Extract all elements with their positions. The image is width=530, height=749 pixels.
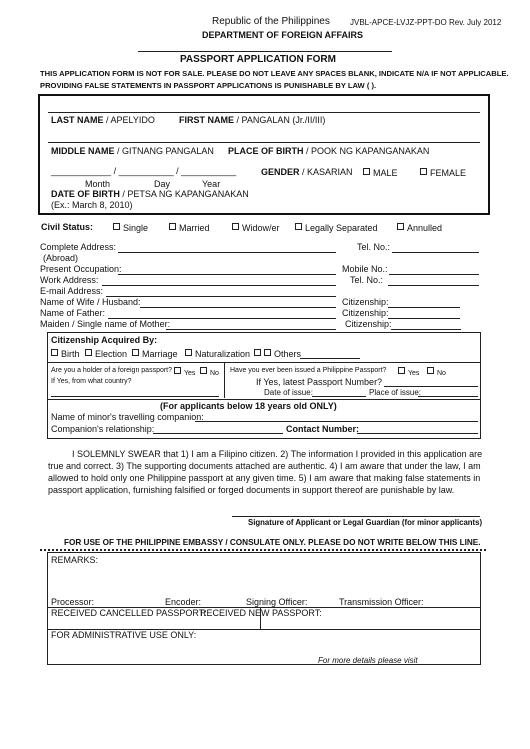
mobile-no-label: Mobile No.: xyxy=(342,264,388,274)
acquired-others[interactable]: Others xyxy=(254,349,301,359)
travelling-companion-label: Name of minor's travelling companion: xyxy=(51,412,204,422)
republic-heading: Republic of the Philippines xyxy=(212,16,330,27)
checkbox-icon xyxy=(85,349,92,356)
checkbox-icon xyxy=(169,223,176,230)
first-name-label: FIRST NAME / PANGALAN (Jr./II/III) xyxy=(179,115,326,125)
day-label: Day xyxy=(154,179,171,189)
occupation-input[interactable] xyxy=(118,274,336,275)
tel-no-input[interactable] xyxy=(392,252,479,253)
question-divider xyxy=(224,362,225,398)
oath-line-4: passport application, furnishing falsified or forged documents in support thereof are punishable by law. xyxy=(48,485,455,495)
received-cancelled-label: RECEIVED CANCELLED PASSPORT: xyxy=(51,608,206,618)
checkbox-icon xyxy=(185,349,192,356)
name-input-line[interactable] xyxy=(48,112,480,113)
date-of-issue-input[interactable] xyxy=(312,396,366,397)
checkbox-icon xyxy=(113,223,120,230)
relationship-input[interactable] xyxy=(153,433,283,434)
checkbox-icon xyxy=(398,367,405,374)
foreign-passport-yes[interactable]: Yes xyxy=(174,367,195,377)
checkbox-icon xyxy=(232,223,239,230)
checkbox-icon xyxy=(420,168,427,175)
work-address-input[interactable] xyxy=(102,285,336,286)
citizenship-2-label: Citizenship: xyxy=(342,308,389,318)
checkbox-icon xyxy=(363,168,370,175)
citizenship-1-label: Citizenship: xyxy=(342,297,389,307)
ph-passport-no[interactable]: No xyxy=(427,367,446,377)
acquired-election[interactable]: Election xyxy=(85,349,127,359)
citizenship-divider xyxy=(47,362,481,363)
date-of-issue-label: Date of issue: xyxy=(264,388,313,397)
form-code: JVBL-APCE-LVJZ-PPT-DO Rev. July 2012 xyxy=(350,18,502,27)
received-new-label: RECEIVED NEW PASSPORT: xyxy=(200,608,322,618)
minor-heading: (For applicants below 18 years old ONLY) xyxy=(160,401,337,411)
checkbox-icon xyxy=(254,349,261,356)
others-input[interactable] xyxy=(300,358,360,359)
date-of-birth-input[interactable]: ____________ / ___________ / ___________ xyxy=(51,166,237,176)
civil-status-label: Civil Status: xyxy=(41,222,94,232)
wife-husband-input[interactable] xyxy=(140,307,336,308)
tel-no-label: Tel. No.: xyxy=(357,242,391,252)
date-of-birth-label: DATE OF BIRTH / PETSA NG KAPANGANAKAN xyxy=(51,189,249,199)
signature-label: Signature of Applicant or Legal Guardian (for minor applicants) xyxy=(248,518,483,527)
ph-passport-question: Have you ever been issued a Philippine Passport? xyxy=(230,367,387,374)
checkbox-icon xyxy=(427,367,434,374)
checkbox-icon xyxy=(132,349,139,356)
signature-line[interactable] xyxy=(232,516,480,517)
acquired-naturalization[interactable]: Naturalization xyxy=(185,349,250,359)
remarks-label: REMARKS: xyxy=(51,555,99,565)
title-rule xyxy=(138,51,392,52)
notice-line-2: PROVIDING FALSE STATEMENTS IN PASSPORT APPLICATIONS IS PUNISHABLE BY LAW ( ). xyxy=(40,81,377,90)
checkbox-icon xyxy=(397,223,404,230)
citizenship-1-input[interactable] xyxy=(388,307,460,308)
checkbox-icon xyxy=(174,367,181,374)
checkbox-icon xyxy=(200,367,207,374)
oath-line-2: true and correct. 3) The supporting documents attached are authentic. 4) I am aware that under the law, I am xyxy=(48,461,481,471)
civil-status-separated[interactable]: Legally Separated xyxy=(295,223,378,233)
gender-female-checkbox[interactable]: FEMALE xyxy=(420,168,466,178)
abroad-label: (Abroad) xyxy=(43,253,79,263)
mother-label: Maiden / Single name of Mother: xyxy=(40,319,171,329)
middle-name-input-line[interactable] xyxy=(48,142,480,143)
foreign-passport-question: Are you a holder of a foreign passport? xyxy=(51,367,173,374)
citizenship-2-input[interactable] xyxy=(388,318,460,319)
department-heading: DEPARTMENT OF FOREIGN AFFAIRS xyxy=(202,30,363,40)
citizenship-acquired-label: Citizenship Acquired By: xyxy=(51,335,158,345)
work-address-label: Work Address: xyxy=(40,275,99,285)
father-label: Name of Father: xyxy=(40,308,106,318)
contact-number-label: Contact Number: xyxy=(286,424,360,434)
work-tel-input[interactable] xyxy=(388,285,479,286)
civil-status-married[interactable]: Married xyxy=(169,223,210,233)
latest-passport-label: If Yes, latest Passport Number? xyxy=(256,377,383,387)
gender-male-checkbox[interactable]: MALE xyxy=(363,168,398,178)
month-label: Month xyxy=(85,179,111,189)
gender-label: GENDER / KASARIAN xyxy=(261,167,353,177)
footer-note: For more details please visit xyxy=(318,656,418,665)
contact-number-input[interactable] xyxy=(357,433,478,434)
relationship-label: Companion's relationship: xyxy=(51,424,155,434)
place-of-issue-label: Place of issue: xyxy=(369,388,422,397)
cut-line xyxy=(40,549,486,551)
oath-line-3: allowed to hold only one Philippine passport at any given time. 5) I am aware that making false statements in xyxy=(48,473,481,483)
date-example: (Ex.: March 8, 2010) xyxy=(51,200,133,210)
foreign-passport-no[interactable]: No xyxy=(200,367,219,377)
civil-status-widow[interactable]: Widow/er xyxy=(232,223,280,233)
civil-status-single[interactable]: Single xyxy=(113,223,148,233)
work-tel-label: Tel. No.: xyxy=(350,275,384,285)
complete-address-input[interactable] xyxy=(118,252,336,253)
country-question: If Yes, from what country? xyxy=(51,378,132,385)
wife-husband-label: Name of Wife / Husband: xyxy=(40,297,141,307)
country-input[interactable] xyxy=(51,396,219,397)
minor-divider xyxy=(47,399,481,400)
office-heading: FOR USE OF THE PHILIPPINE EMBASSY / CONSULATE ONLY. PLEASE DO NOT WRITE BELOW THIS LINE. xyxy=(64,538,481,547)
travelling-companion-input[interactable] xyxy=(195,421,478,422)
notice-line-1: THIS APPLICATION FORM IS NOT FOR SALE. PLEASE DO NOT LEAVE ANY SPACES BLANK, INDICATE N/A IF NOT APPLICABLE. xyxy=(40,69,509,78)
last-name-label: LAST NAME / APELYIDO xyxy=(51,115,155,125)
mobile-no-input[interactable] xyxy=(389,274,479,275)
checkbox-icon xyxy=(295,223,302,230)
year-label: Year xyxy=(202,179,221,189)
place-of-birth-label: PLACE OF BIRTH / POOK NG KAPANGANAKAN xyxy=(228,146,430,156)
mother-input[interactable] xyxy=(166,329,336,330)
complete-address-label: Complete Address: xyxy=(40,242,117,252)
page-title: PASSPORT APPLICATION FORM xyxy=(180,54,336,65)
ph-passport-yes[interactable]: Yes xyxy=(398,367,419,377)
encoder-label: Encoder: xyxy=(165,597,202,607)
middle-name-label: MIDDLE NAME / GITNANG PANGALAN xyxy=(51,146,214,156)
checkbox-icon xyxy=(264,349,271,356)
checkbox-icon xyxy=(51,349,58,356)
civil-status-annulled[interactable]: Annulled xyxy=(397,223,442,233)
signing-officer-label: Signing Officer: xyxy=(246,597,308,607)
citizenship-3-input[interactable] xyxy=(391,329,461,330)
acquired-marriage[interactable]: Marriage xyxy=(132,349,178,359)
occupation-label: Present Occupation: xyxy=(40,264,122,274)
email-label: E-mail Address: xyxy=(40,286,104,296)
citizenship-3-label: Citizenship: xyxy=(345,319,392,329)
processor-label: Processor: xyxy=(51,597,95,607)
place-of-issue-input[interactable] xyxy=(418,396,478,397)
latest-passport-input[interactable] xyxy=(384,386,478,387)
transmission-officer-label: Transmission Officer: xyxy=(339,597,424,607)
admin-use-label: FOR ADMINISTRATIVE USE ONLY: xyxy=(51,630,197,640)
acquired-birth[interactable]: Birth xyxy=(51,349,80,359)
oath-line-1: I SOLEMNLY SWEAR that 1) I am a Filipino citizen. 2) The information I provided in this application are xyxy=(72,449,483,459)
